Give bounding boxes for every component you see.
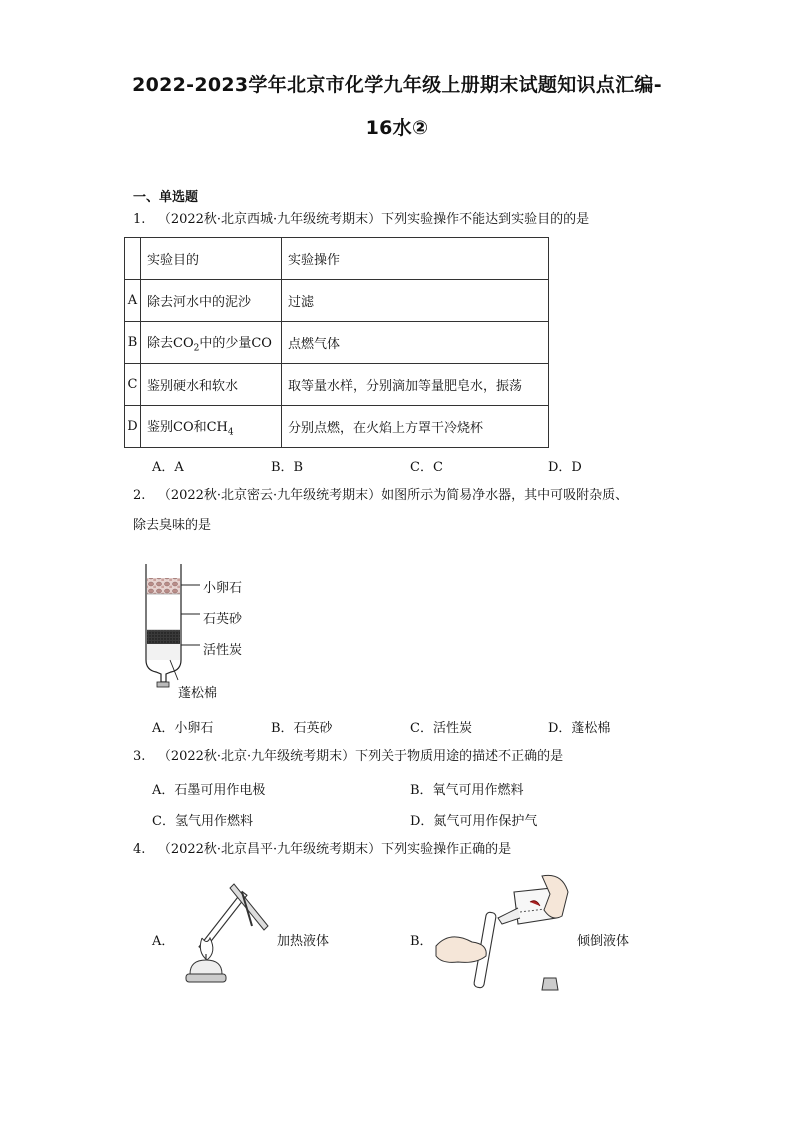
table-row [125, 280, 549, 322]
question-1 [133, 211, 589, 229]
label-activated-carbon: 活性炭 [203, 643, 243, 658]
pouring-liquid-figure [432, 872, 572, 1002]
question-stem: （2022秋·北京昌平·九年级统考期末）下列实验操作正确的是 [157, 842, 512, 857]
option-a[interactable]: A． [152, 934, 175, 949]
table-header-row [125, 238, 549, 280]
row-operation: 过滤 [282, 280, 549, 322]
test-tube-holder-icon [230, 884, 268, 930]
flame-icon [200, 938, 213, 960]
section-heading: 一、单选题 [133, 190, 199, 205]
purpose-text: 除去CO [147, 335, 194, 351]
table-row [125, 364, 549, 406]
table-row [125, 406, 549, 448]
option-d[interactable]: D．D [548, 460, 582, 475]
option-c[interactable]: C．氢气用作燃料 [152, 814, 253, 829]
experiment-table [124, 237, 549, 448]
label-cotton: 蓬松棉 [178, 686, 218, 701]
table-row [125, 322, 549, 364]
question-number: 1. [133, 212, 146, 227]
activated-carbon-layer [147, 630, 180, 644]
row-operation: 分别点燃，在火焰上方罩干冷烧杯 [282, 406, 549, 448]
subscript: 2 [193, 343, 200, 354]
subscript: 4 [227, 427, 234, 438]
option-b[interactable]: B．石英砂 [271, 721, 333, 736]
heating-liquid-figure [172, 880, 272, 992]
document-title-line-1: 2022-2023学年北京市化学九年级上册期末试题知识点汇编- [132, 74, 662, 96]
row-label: C [125, 364, 141, 406]
question-stem: （2022秋·北京西城·九年级统考期末）下列实验操作不能达到实验目的的是 [157, 212, 590, 227]
question-number: 4. [133, 842, 146, 857]
question-3 [133, 748, 563, 766]
option-c[interactable]: C．活性炭 [410, 721, 472, 736]
table-header-cell: 实验目的 [141, 238, 282, 280]
row-purpose [141, 406, 282, 448]
caption-pouring-liquid: 倾倒液体 [577, 934, 630, 949]
cotton-layer [147, 644, 180, 660]
question-stem: （2022秋·北京密云·九年级统考期末）如图所示为简易净水器，其中可吸附杂质、 [157, 488, 629, 503]
purpose-text: 鉴别CO和CH [147, 419, 228, 435]
pebble-layer [147, 578, 180, 594]
option-b[interactable]: B． [410, 934, 433, 949]
row-label: B [125, 322, 141, 364]
question-stem: （2022秋·北京·九年级统考期末）下列关于物质用途的描述不正确的是 [157, 749, 564, 764]
option-b[interactable]: B．B [271, 460, 304, 475]
row-label: A [125, 280, 141, 322]
question-4 [133, 841, 511, 859]
label-quartz-sand: 石英砂 [203, 612, 243, 627]
option-d[interactable]: D．氮气可用作保护气 [410, 814, 538, 829]
question-2 [133, 487, 628, 505]
question-number: 3. [133, 749, 146, 764]
hand-icon [436, 937, 486, 963]
option-d[interactable]: D．蓬松棉 [548, 721, 611, 736]
question-2-continued: 除去臭味的是 [133, 518, 212, 533]
table-header-cell [125, 238, 141, 280]
document-title-line-2: 16水② [365, 117, 429, 139]
option-c[interactable]: C．C [410, 460, 443, 475]
row-operation: 点燃气体 [282, 322, 549, 364]
purpose-text: 中的少量CO [199, 335, 272, 351]
row-purpose: 鉴别硬水和软水 [141, 364, 282, 406]
row-purpose: 除去河水中的泥沙 [141, 280, 282, 322]
question-number: 2. [133, 488, 146, 503]
option-a[interactable]: A．石墨可用作电极 [152, 783, 266, 798]
row-operation: 取等量水样，分别滴加等量肥皂水，振荡 [282, 364, 549, 406]
option-a[interactable]: A．A [152, 460, 184, 475]
bottle-stopper-icon [542, 978, 558, 990]
label-pebbles: 小卵石 [203, 581, 243, 596]
caption-heating-liquid: 加热液体 [277, 934, 330, 949]
alcohol-lamp-icon [190, 960, 222, 974]
option-b[interactable]: B．氧气可用作燃料 [410, 783, 524, 798]
row-label: D [125, 406, 141, 448]
table-header-cell: 实验操作 [282, 238, 549, 280]
row-purpose [141, 322, 282, 364]
option-a[interactable]: A．小卵石 [152, 721, 214, 736]
